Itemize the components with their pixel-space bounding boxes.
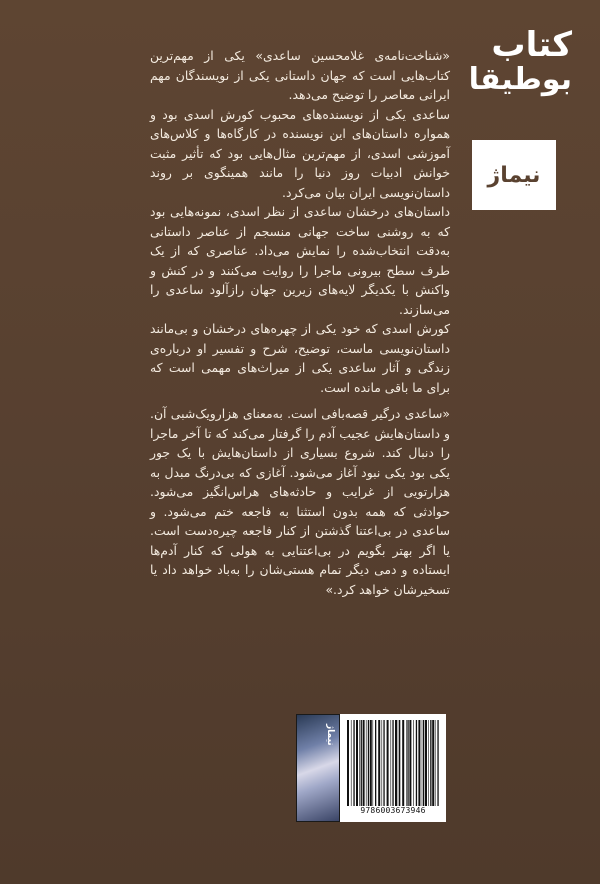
hologram-sticker (296, 714, 340, 822)
barcode-bar (432, 720, 434, 806)
blurb-p1-line: «شناخت‌نامه‌ی غلامحسین ساعدی» یکی از مهم‌ترین کتاب‌هایی است که جهان داستانی یکی از نویسندگان مهم ایرانی معاصر را توضیح می‌دهد. (150, 48, 450, 102)
series-title-line1: کتاب (491, 25, 572, 65)
barcode-bar (387, 720, 389, 806)
barcode-bars (346, 720, 440, 806)
blurb-p1-line: ساعدی یکی از نویسنده‌های محبوب کورش اسدی بود و همواره داستان‌های این نویسنده در کارگاه‌ها و کلاس‌های آموزشی اسدی، از مهم‌ترین مثال‌هایی بود که تأثیر مثبت خوانش ادبیات روز دنیا را مانند همینگوی بر روند داستان‌نویسی ایران بیان می‌کرد. (150, 106, 450, 200)
barcode-bar (361, 720, 362, 806)
blurb-p1-line: کورش اسدی که خود یکی از چهره‌های درخشان و بی‌مانند داستان‌نویسی ماست، توضیح، شرح و تفسیر او درباره‌ی زندگی و آثار ساعدی یکی از میراث‌های مهمی است که برای ما باقی مانده است. (150, 321, 450, 395)
barcode-bar (423, 720, 424, 806)
barcode-bar (366, 720, 367, 806)
barcode-bar (435, 720, 436, 806)
barcode-bar (437, 720, 438, 806)
barcode-bar (391, 720, 392, 806)
barcode-bar (356, 720, 358, 806)
barcode-bar (347, 720, 349, 806)
blurb-paragraph-1 (150, 46, 450, 397)
barcode-bar (428, 720, 429, 806)
barcode-bar (392, 720, 393, 806)
barcode-bar (351, 720, 352, 806)
quote-paragraph (150, 404, 450, 599)
barcode-bar (353, 720, 354, 806)
barcode-bar (413, 720, 414, 806)
barcode-bar (370, 720, 372, 806)
barcode-bar (383, 720, 384, 806)
barcode-bar (422, 720, 423, 806)
barcode-bar (407, 720, 408, 806)
barcode-bar (409, 720, 411, 806)
barcode-bar (418, 720, 420, 806)
barcode-bar (368, 720, 369, 806)
barcode-bar (373, 720, 374, 806)
blurb-p1-line: داستان‌های درخشان ساعدی از نظر اسدی، نمونه‌هایی بود که به روشنی ساخت جهانی منسجم از عناصر داستانی به‌دقت انتخاب‌شده را نمایش می‌داد. عناصری که از یک طرف سطح بیرونی ماجرا را روایت می‌کنند و در کنش و واکنش با یکدیگر لایه‌های زیرین جهان رازآلود ساعدی را می‌سازند. (150, 204, 450, 317)
barcode-area (296, 714, 446, 822)
series-title (452, 25, 572, 97)
barcode-bar (378, 720, 380, 806)
barcode-bar (359, 720, 360, 806)
barcode-bar (425, 720, 427, 806)
quote-text: «ساعدی درگیر قصه‌بافی است. به‌معنای هزارویک‌شبی آن. و داستان‌هایش عجیب آدم را گرفتار می‌کند که تا آخر ماجرا را دنبال کند. شروع بسیاری از داستان‌هایش با یک جور یکی بود یکی نبود آغاز می‌شود. آغازی که بی‌درنگ مبدل به هزارتویی از غرایب و حادثه‌های هراس‌انگیز می‌شود. حوادثی که همه بدون استثنا به فاجعه ختم می‌شود. و ساعدی در بی‌اعتنا گذشتن از کنار فاجعه چیره‌دست است. یا اگر بهتر بگویم در بی‌اعتنایی به هولی که کنار آدم‌ها ایستاده و دمی دیگر تمام هستی‌شان را به‌باد خواهد داد یا تسخیرشان خواهد کرد.» (150, 406, 450, 597)
barcode-bar (363, 720, 365, 806)
barcode-bar (416, 720, 417, 806)
barcode-bar (430, 720, 431, 806)
barcode-bar (398, 720, 399, 806)
barcode-bar (375, 720, 376, 806)
barcode-bar (402, 720, 404, 806)
series-title-line2: بوطیقا (468, 61, 572, 97)
barcode-bar (406, 720, 407, 806)
isbn-barcode (340, 714, 446, 822)
hologram-logo: نیماژ (325, 724, 335, 746)
publisher-logo (472, 140, 556, 210)
publisher-logo-text: نیماژ (487, 162, 541, 188)
barcode-bar (382, 720, 383, 806)
barcode-bar (395, 720, 397, 806)
isbn-number: 9786003673946 (360, 806, 426, 815)
barcode-bar (399, 720, 400, 806)
